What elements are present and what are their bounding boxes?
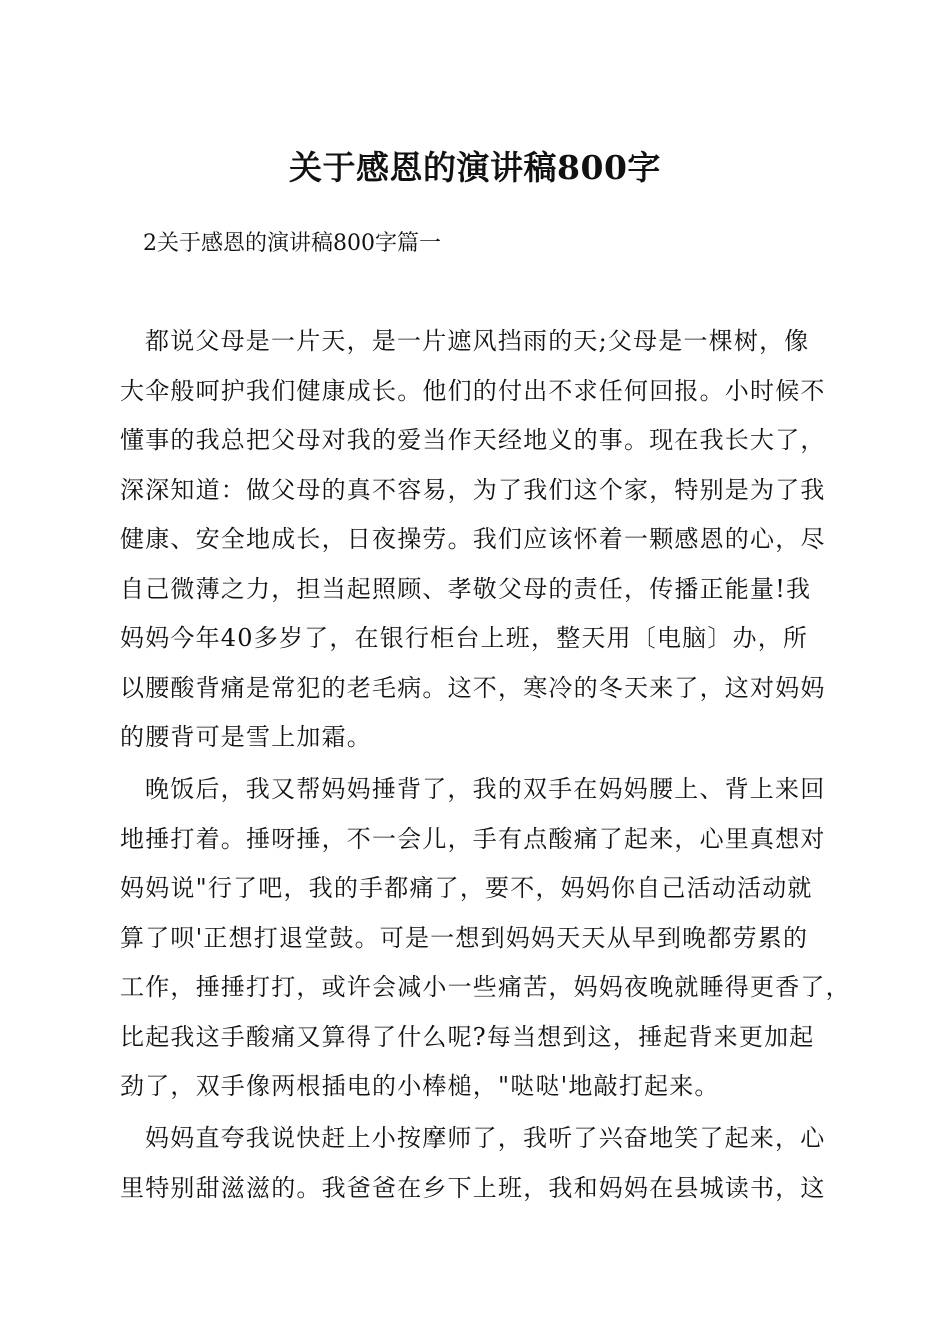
paragraph-line: 妈妈今年40多岁了，在银行柜台上班，整天用〔电脑〕办，所: [120, 624, 809, 652]
paragraph-line: 劲了，双手像两根插电的小棒槌，"哒哒'地敲打起来。: [120, 1072, 720, 1100]
paragraph-line: 妈妈说"行了吧，我的手都痛了，要不，妈妈你自己活动活动就: [120, 874, 813, 902]
paragraph-line: 大伞般呵护我们健康成长。他们的付出不求任何回报。小时候不: [120, 376, 826, 405]
paragraph-line: 晚饭后，我又帮妈妈捶背了，我的双手在妈妈腰上、背上来回: [145, 775, 826, 803]
document-title: 关于感恩的演讲稿800字: [289, 148, 661, 187]
paragraph-line: 都说父母是一片天，是一片遮风挡雨的天;父母是一棵树，像: [145, 327, 810, 355]
paragraph-1: [120, 317, 840, 763]
paragraph-2: [120, 765, 851, 1112]
paragraph-line: 懂事的我总把父母对我的爱当作天经地义的事。现在我长大了，: [120, 426, 826, 454]
paragraph-line: 算了呗'正想打退堂鼓。可是一想到妈妈天天从早到晚都劳累的: [120, 923, 809, 952]
paragraph-line: 以腰酸背痛是常犯的老毛病。这不，寒冷的冬天来了，这对妈妈: [120, 673, 826, 702]
paragraph-3: [120, 1114, 840, 1213]
paragraph-line: 健康、安全地成长，日夜操劳。我们应该怀着一颗感恩的心，尽: [120, 525, 826, 553]
paragraph-line: 地捶打着。捶呀捶，不一会儿，手有点酸痛了起来，心里真想对: [120, 824, 826, 853]
paragraph-line: 里特别甜滋滋的。我爸爸在乡下上班，我和妈妈在县城读书，这: [120, 1173, 826, 1202]
paragraph-line: 工作，捶捶打打，或许会减小一些痛苦，妈妈夜晚就睡得更香了，: [120, 973, 851, 1001]
paragraph-line: 妈妈直夸我说快赶上小按摩师了，我听了兴奋地笑了起来，心: [145, 1124, 826, 1152]
paragraph-line: 的腰背可是雪上加霜。: [120, 723, 372, 751]
paragraph-line: 比起我这手酸痛又算得了什么呢?每当想到这，捶起背来更加起: [120, 1022, 815, 1051]
paragraph-line: 自己微薄之力，担当起照顾、孝敬父母的责任，传播正能量!我: [120, 574, 812, 603]
paragraph-line: 深深知道：做父母的真不容易，为了我们这个家，特别是为了我: [120, 475, 826, 504]
document-subtitle: 2关于感恩的演讲稿800字篇一: [143, 231, 441, 256]
